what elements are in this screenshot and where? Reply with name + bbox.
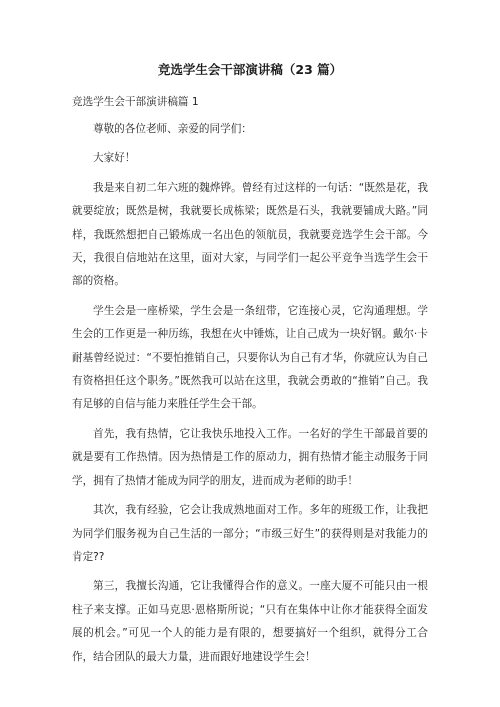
document-subtitle: 竞选学生会干部演讲稿篇 1	[72, 96, 199, 108]
paragraph-introduction: 我是来自初二年六班的魏烨铧。曾经有过这样的一句话：“既然是花，我就要绽放；既然是树，我就要长成栋梁；既然是石头，我就要铺成大路。”同样，我既然想把自己锻炼成一名出色的领航员，我就要竞选学生会干部。今天，我很自信地站在这里，面对大家，与同学们一起公平竞争当选学生会干部的资格。	[72, 181, 428, 288]
paragraph-greeting-hello: 大家好！	[93, 152, 136, 165]
paragraph-student-union: 学生会是一座桥梁，学生会是一条纽带，它连接心灵，它沟通理想。学生会的工作更是一种历练，我想在火中锤炼，让自己成为一块好钢。戴尔·卡耐基曾经说过：“不要怕推销自己，只要你认为自己有才华，你就应认为自己有资格担任这个职务。”既然我可以站在这里，我就会勇敢的“推销”自己。我有足够的自信与能力来胜任学生会干部。	[72, 304, 428, 411]
paragraph-communication: 第三，我擅长沟通，它让我懂得合作的意义。一座大厦不可能只由一根柱子来支撑。正如马克思·恩格斯所说；“只有在集体中让你才能获得全面发展的机会。”可见一个人的能力是有限的，想要搞好一个组织，就得分工合作，结合团队的最大力量，进而跟好地建设学生会！	[72, 580, 428, 663]
paragraph-experience: 其次，我有经验，它会让我成熟地面对工作。多年的班级工作，让我把为同学们服务视为自己生活的一部分；“市级三好生”的获得则是对我能力的肯定??	[72, 504, 428, 563]
paragraph-enthusiasm: 首先，我有热情，它让我快乐地投入工作。一名好的学生干部最首要的就是要有工作热情。因为热情是工作的原动力，拥有热情才能主动服务于同学，拥有了热情才能成为同学的朋友，进而成为老师的助手！	[72, 427, 428, 487]
document-title: 竞选学生会干部演讲稿（23 篇）	[157, 62, 343, 77]
paragraph-greeting-salutation: 尊敬的各位老师、亲爱的同学们：	[93, 123, 252, 135]
